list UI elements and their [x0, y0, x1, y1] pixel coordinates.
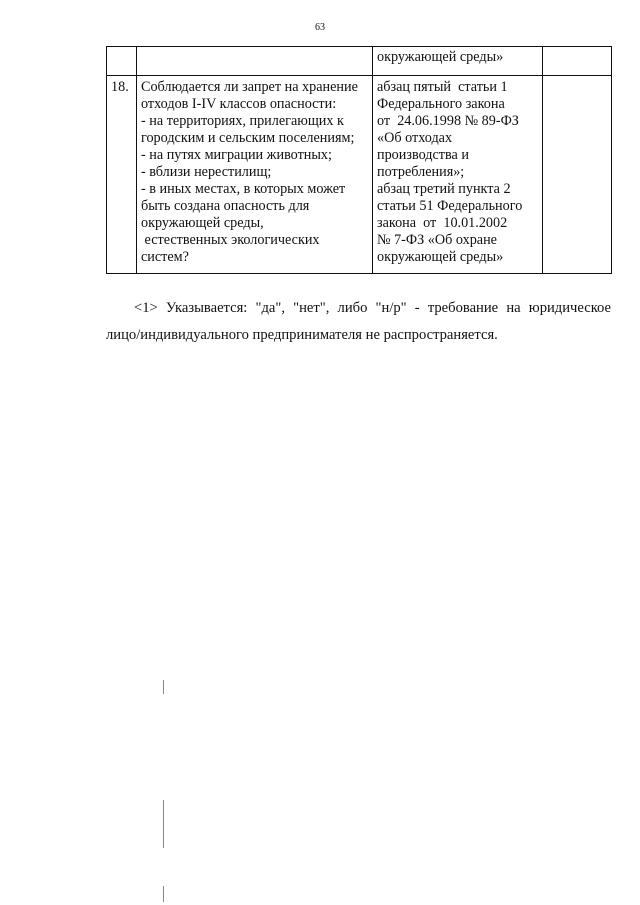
cell-reference [373, 76, 543, 274]
scan-artifact [163, 680, 164, 694]
reference-line: закона от 10.01.2002 [377, 215, 508, 231]
cell-number [107, 47, 137, 76]
reference-line: от 24.06.1998 № 89-ФЗ [377, 113, 519, 129]
scan-artifact [163, 886, 164, 902]
cell-number: 18. [107, 76, 137, 274]
question-line: окружающей среды, [141, 215, 264, 231]
cell-question [137, 76, 373, 274]
question-line: отходов I-IV классов опасности: [141, 96, 337, 112]
footnote [106, 295, 611, 349]
question-line: - в иных местах, в которых может [141, 181, 346, 197]
reference-line: производства и [377, 147, 469, 163]
reference-line: № 7-ФЗ «Об охране [377, 232, 497, 248]
question-line: естественных экологических [141, 232, 320, 248]
table-row [107, 76, 612, 274]
reference-line: «Об отходах [377, 130, 453, 146]
question-line: быть создана опасность для [141, 198, 310, 214]
cell-answer [543, 76, 612, 274]
question-line: систем? [141, 249, 189, 265]
question-line: Соблюдается ли запрет на хранение [141, 79, 358, 95]
cell-reference: окружающей среды» [373, 47, 543, 76]
footnote-line: лицо/индивидуального предпринимателя не распространяется. [106, 327, 498, 343]
cell-question [137, 47, 373, 76]
question-line: - на территориях, прилегающих к [141, 113, 344, 129]
scan-artifact [163, 800, 164, 848]
table-row [107, 47, 612, 76]
cell-answer [543, 47, 612, 76]
question-line: - вблизи нерестилищ; [141, 164, 272, 180]
reference-line: Федерального закона [377, 96, 505, 112]
reference-line: статьи 51 Федерального [377, 198, 523, 214]
question-line: городским и сельским поселениям; [141, 130, 355, 146]
requirements-table [106, 46, 612, 274]
page-number: 63 [315, 22, 325, 33]
reference-line: абзац третий пункта 2 [377, 181, 511, 197]
reference-line: абзац пятый статьи 1 [377, 79, 508, 95]
reference-line: окружающей среды» [377, 249, 504, 265]
question-line: - на путях миграции животных; [141, 147, 332, 163]
reference-line: потребления»; [377, 164, 465, 180]
footnote-line: <1> Указывается: "да", "нет", либо "н/р" - требование на юридическое [134, 300, 611, 316]
